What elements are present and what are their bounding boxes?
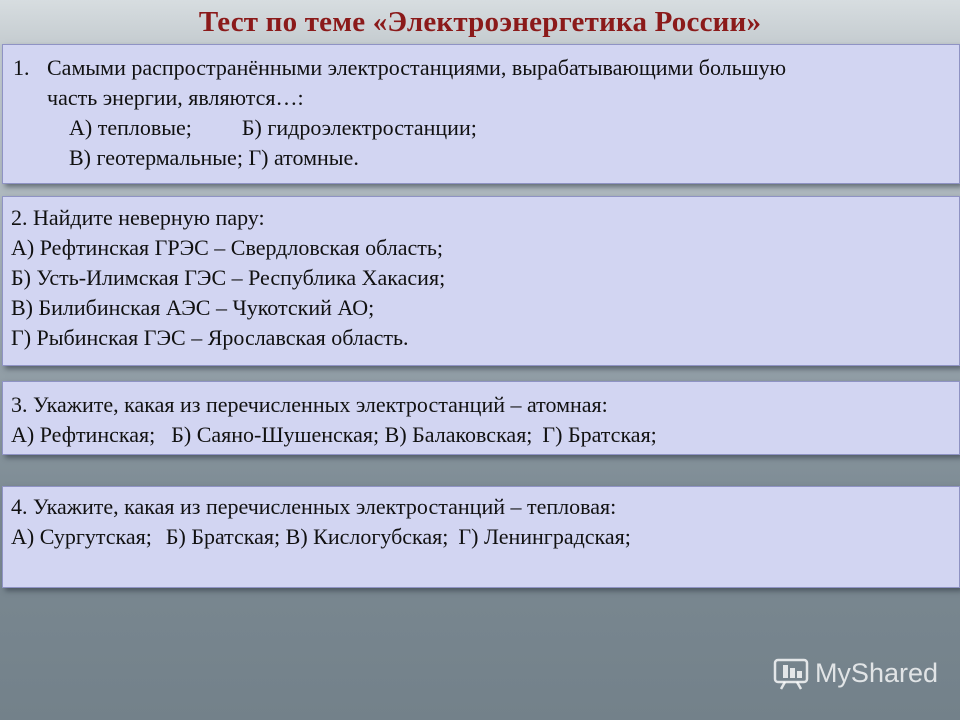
question-1-options-row2 — [69, 143, 959, 173]
question-4-option-c: В) Кислогубская; — [285, 524, 449, 549]
page-title: Тест по теме «Электроэнергетика России» — [198, 6, 762, 38]
question-4-option-d: Г) Ленинградская; — [458, 524, 631, 549]
question-3-option-b: Б) Саяно-Шушенская; — [171, 422, 380, 447]
question-1-box — [2, 44, 960, 184]
question-1-option-b: Б) гидроэлектростанции; — [241, 115, 477, 140]
question-3-option-a: А) Рефтинская; — [11, 422, 156, 447]
question-4-text: 4. Укажите, какая из перечисленных электростанций – тепловая: — [11, 494, 617, 519]
question-4-option-b: Б) Братская; — [165, 524, 281, 549]
myshared-watermark — [773, 656, 938, 690]
watermark-text: MyShared — [814, 657, 938, 688]
question-1-stem-line2: часть энергии, являются…: — [47, 85, 304, 110]
question-1-option-a: А) тепловые; — [69, 115, 192, 140]
question-2-text: 2. Найдите неверную пару: — [11, 205, 265, 230]
question-4-options — [11, 522, 959, 552]
question-1-option-c: В) геотермальные; — [69, 145, 243, 170]
question-1-stem-line1: Самыми распространёнными электростанциями, вырабатывающими большую — [47, 55, 787, 80]
question-2-box — [2, 196, 960, 366]
question-2-option-b: Б) Усть-Илимская ГЭС – Республика Хакасия; — [11, 265, 446, 290]
question-2-option-d: Г) Рыбинская ГЭС – Ярославская область. — [11, 325, 409, 350]
question-4-box — [2, 486, 960, 588]
question-2-option-a: А) Рефтинская ГРЭС – Свердловская область; — [11, 235, 444, 260]
question-1-options-row1 — [69, 113, 959, 143]
question-4-option-a: А) Сургутская; — [11, 524, 152, 549]
question-3-option-d: Г) Братская; — [542, 422, 657, 447]
question-2-option-c: В) Билибинская АЭС – Чукотский АО; — [11, 295, 375, 320]
question-3-box — [2, 381, 960, 455]
question-3-text: 3. Укажите, какая из перечисленных электростанций – атомная: — [11, 392, 608, 417]
question-1-option-d: Г) атомные. — [248, 145, 359, 170]
myshared-logo-icon — [773, 656, 809, 690]
question-1-number: 1. — [13, 55, 30, 80]
question-3-options — [11, 420, 959, 450]
question-3-option-c: В) Балаковская; — [384, 422, 533, 447]
